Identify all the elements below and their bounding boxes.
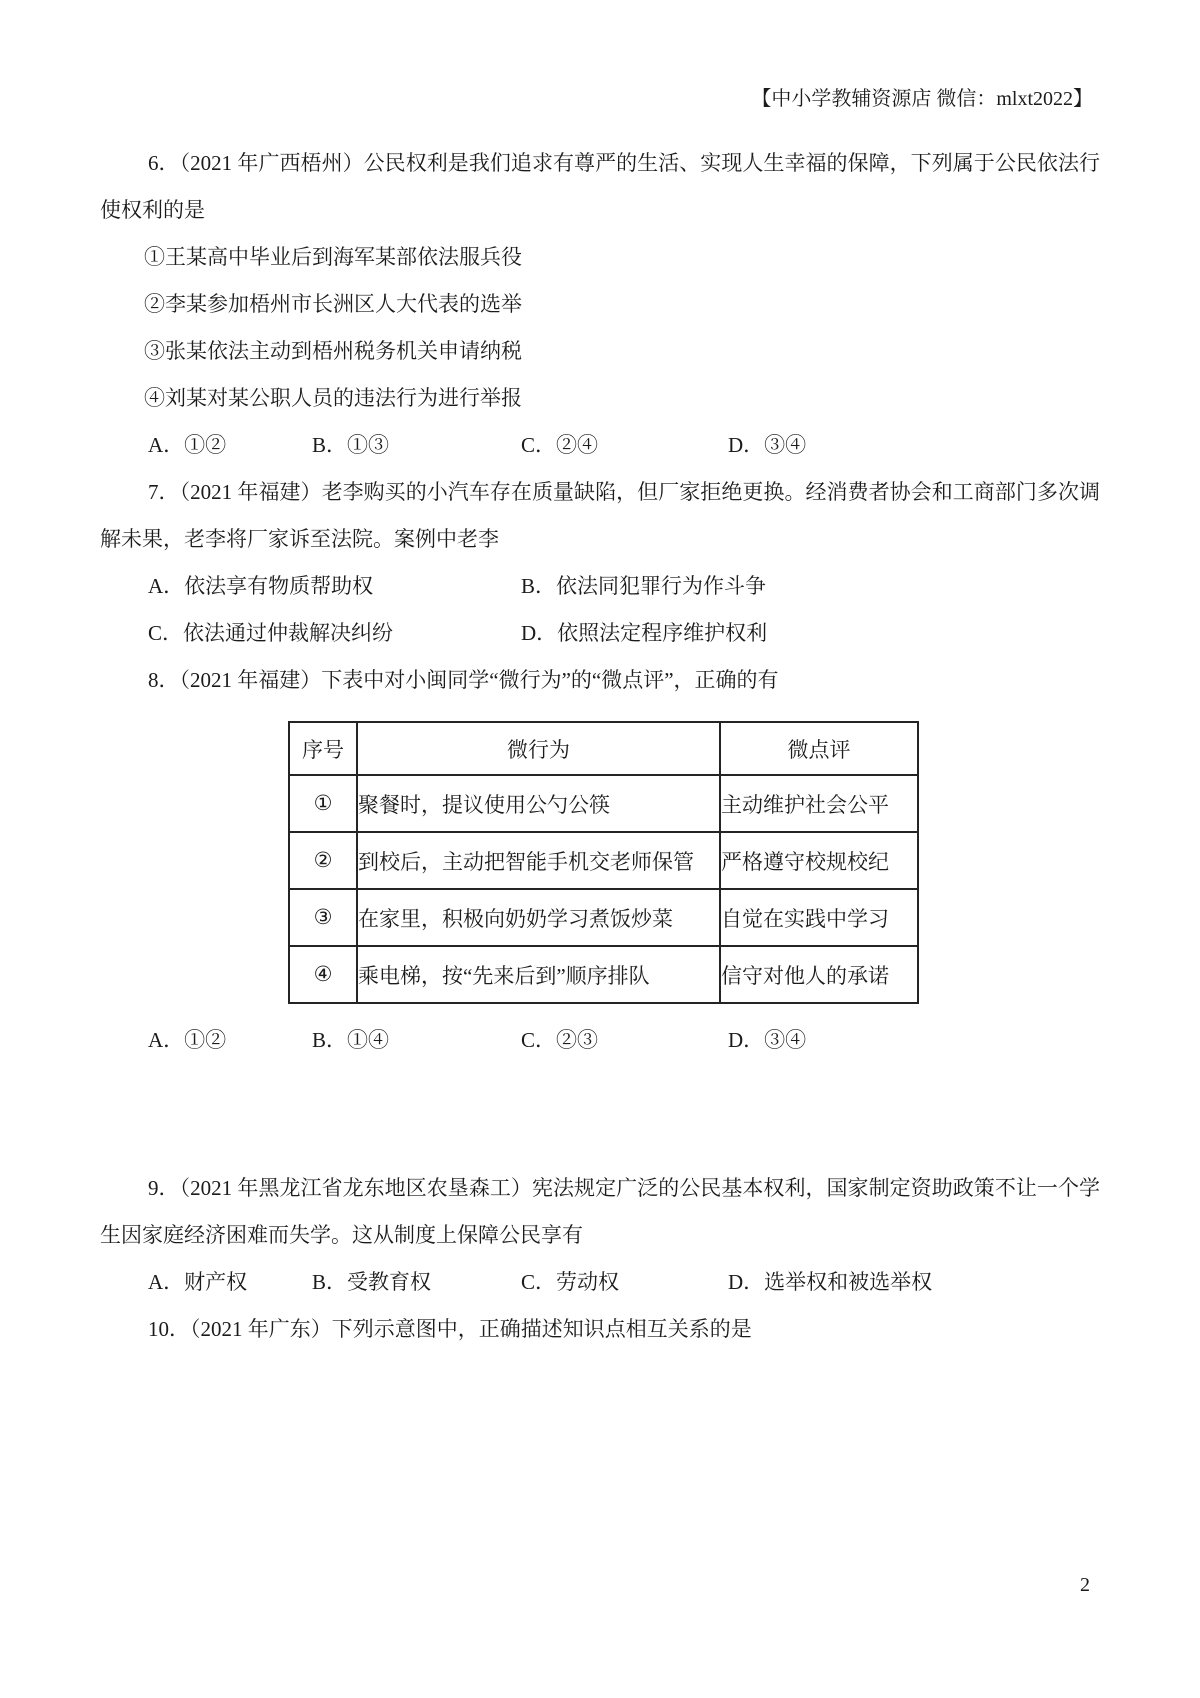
option-a: A．①② <box>148 433 227 457</box>
options-row <box>100 610 1100 657</box>
question-10 <box>100 1306 1100 1353</box>
page-content <box>100 140 1100 1353</box>
question-stem: 6．（2021 年广西梧州）公民权利是我们追求有尊严的生活、实现人生幸福的保障，下列属于公民依法行使权利的是 <box>100 151 1100 222</box>
option-a: A．依法享有物质帮助权 <box>148 574 374 598</box>
question-9 <box>100 1165 1100 1306</box>
question-stem: 8．（2021 年福建）下表中对小闽同学“微行为”的“微点评”，正确的有 <box>148 668 779 692</box>
question-7 <box>100 469 1100 657</box>
table-cell-behavior: 在家里，积极向奶奶学习煮饭炒菜 <box>357 889 720 946</box>
store-watermark-label: 【中小学教辅资源店 微信：mlxt2022】 <box>751 88 1093 110</box>
option-d: D．③④ <box>728 433 807 457</box>
option-d: D．选举权和被选举权 <box>728 1270 933 1294</box>
question-item: ①王某高中毕业后到海军某部依法服兵役 <box>144 245 522 269</box>
table-cell-comment: 信守对他人的承诺 <box>720 946 918 1003</box>
option-c: C．依法通过仲裁解决纠纷 <box>148 621 394 645</box>
table-row <box>289 946 918 1003</box>
options-row <box>100 563 1100 610</box>
table-cell-behavior: 乘电梯，按“先来后到”顺序排队 <box>357 946 720 1003</box>
table-header-seq: 序号 <box>289 722 357 775</box>
option-c: C．劳动权 <box>521 1270 620 1294</box>
question-stem: 7．（2021 年福建）老李购买的小汽车存在质量缺陷，但厂家拒绝更换。经消费者协会和工商部门多次调解未果，老李将厂家诉至法院。案例中老李 <box>100 480 1100 551</box>
page-number: 2 <box>1080 1574 1090 1596</box>
table-cell-comment: 主动维护社会公平 <box>720 775 918 832</box>
behavior-table <box>288 721 919 1004</box>
options-row <box>100 1259 1100 1306</box>
option-c: C．②④ <box>521 433 599 457</box>
table-row <box>289 832 918 889</box>
table-header-behavior: 微行为 <box>357 722 720 775</box>
question-6 <box>100 140 1100 469</box>
table-header-comment: 微点评 <box>720 722 918 775</box>
question-item: ②李某参加梧州市长洲区人大代表的选举 <box>144 292 522 316</box>
option-b: B．①④ <box>312 1028 390 1052</box>
page-header <box>751 86 1093 112</box>
table-cell-comment: 严格遵守校规校纪 <box>720 832 918 889</box>
table-cell-comment: 自觉在实践中学习 <box>720 889 918 946</box>
options-row <box>100 422 1100 469</box>
question-8 <box>100 657 1100 1064</box>
option-c: C．②③ <box>521 1028 599 1052</box>
option-a: A．①② <box>148 1028 227 1052</box>
question-item: ③张某依法主动到梧州税务机关申请纳税 <box>144 339 522 363</box>
table-cell-seq: ④ <box>289 946 357 1003</box>
option-b: B．受教育权 <box>312 1270 432 1294</box>
table-cell-seq: ① <box>289 775 357 832</box>
question-item: ④刘某对某公职人员的违法行为进行举报 <box>144 386 522 410</box>
option-a: A．财产权 <box>148 1270 248 1294</box>
options-row <box>100 1017 1100 1064</box>
question-stem: 10．（2021 年广东）下列示意图中，正确描述知识点相互关系的是 <box>148 1317 752 1341</box>
table-cell-seq: ② <box>289 832 357 889</box>
table-cell-seq: ③ <box>289 889 357 946</box>
table-header-row <box>289 722 918 775</box>
option-b: B．①③ <box>312 433 390 457</box>
option-d: D．依照法定程序维护权利 <box>521 621 768 645</box>
option-b: B．依法同犯罪行为作斗争 <box>521 574 767 598</box>
table-cell-behavior: 到校后，主动把智能手机交老师保管 <box>357 832 720 889</box>
question-stem: 9．（2021 年黑龙江省龙东地区农垦森工）宪法规定广泛的公民基本权利，国家制定资助政策不让一个学生因家庭经济困难而失学。这从制度上保障公民享有 <box>100 1176 1100 1247</box>
option-d: D．③④ <box>728 1028 807 1052</box>
table-row <box>289 889 918 946</box>
table-row <box>289 775 918 832</box>
table-cell-behavior: 聚餐时，提议使用公勺公筷 <box>357 775 720 832</box>
